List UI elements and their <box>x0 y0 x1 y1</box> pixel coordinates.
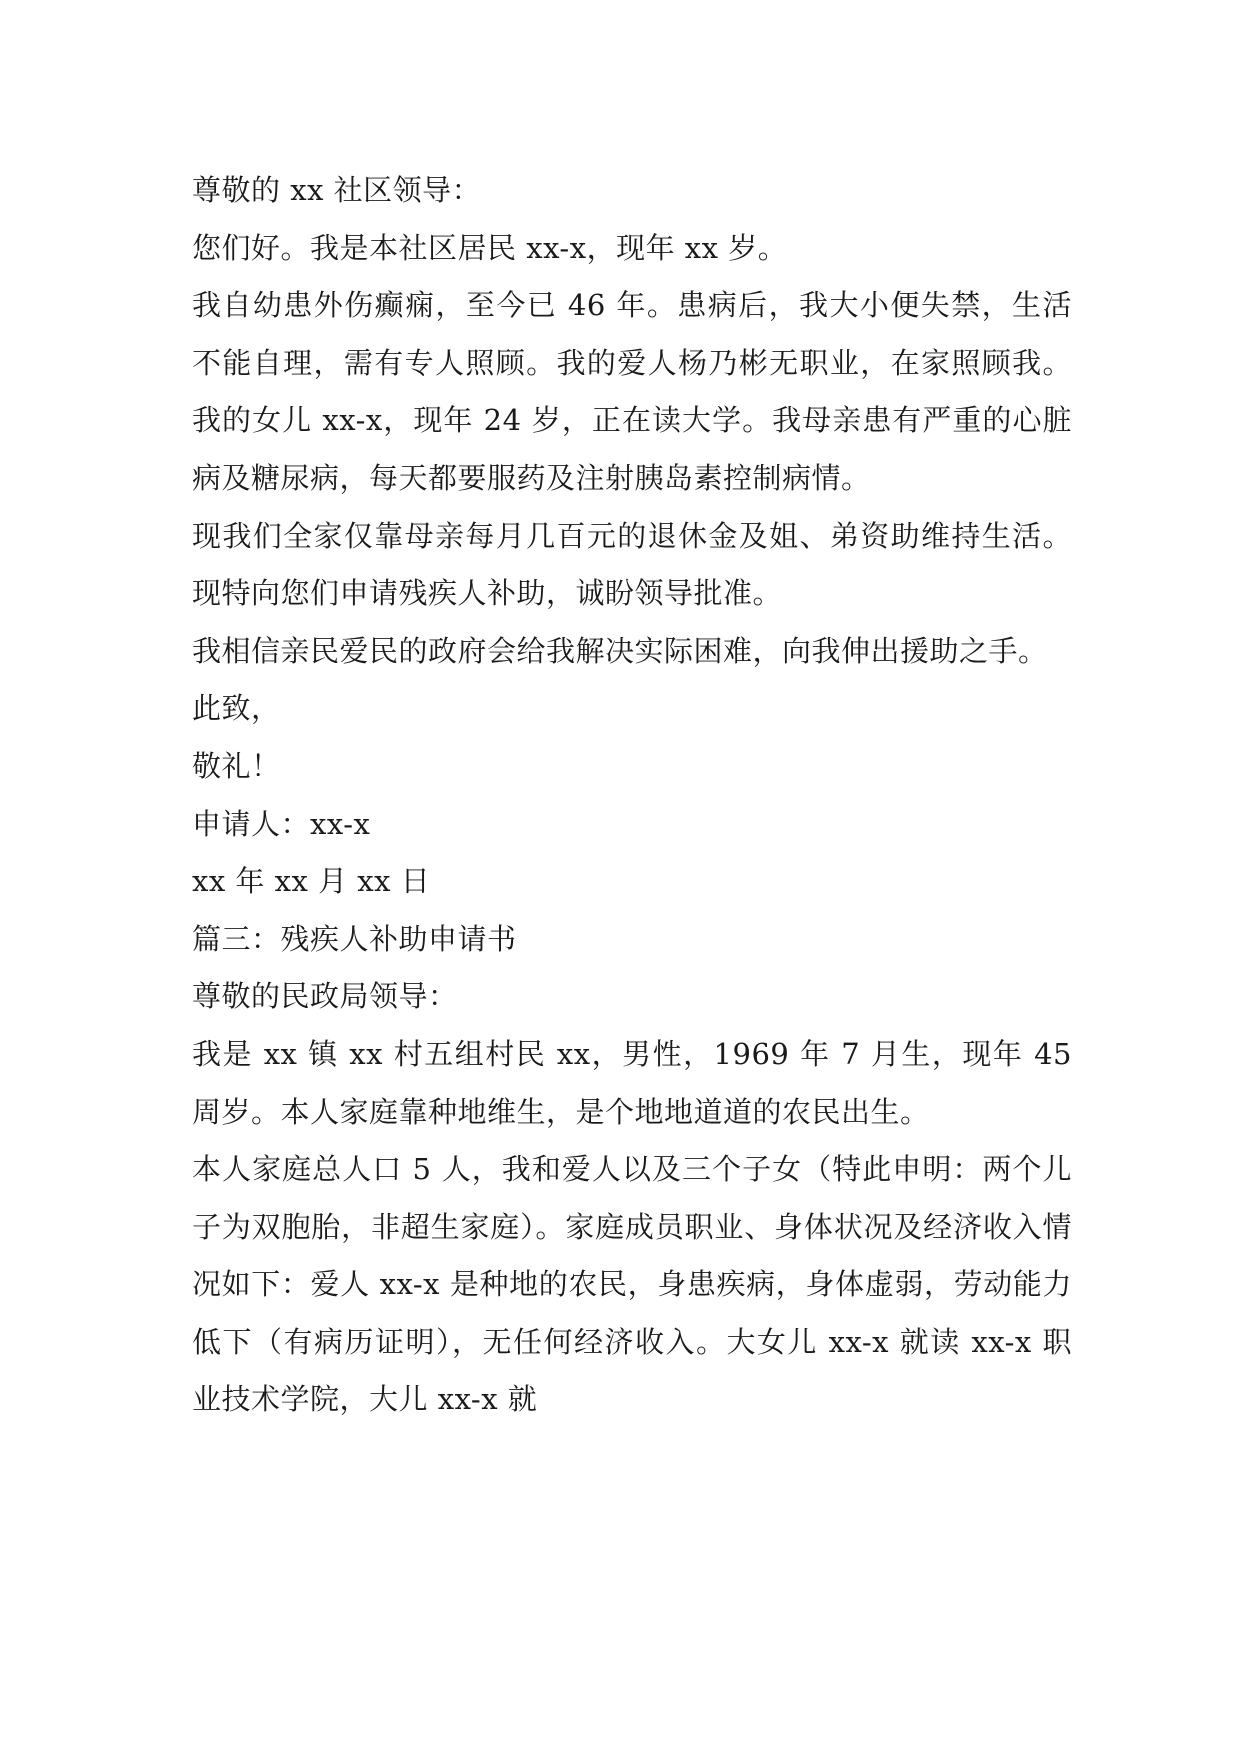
income-paragraph: 现我们全家仅靠母亲每月几百元的退休金及姐、弟资助维持生活。现特向您们申请残疾人补助，诚盼领导批准。 <box>192 518 1072 611</box>
applicant-line: 申请人：xx-x <box>192 806 371 841</box>
date-line: xx 年 xx 月 xx 日 <box>192 864 431 899</box>
family-paragraph: 本人家庭总人口 5 人，我和爱人以及三个子女（特此申明：两个儿子为双胞胎，非超生家庭）。家庭成员职业、身体状况及经济收入情况如下：爱人 xx-x 是种地的农民，身患疾病，身体虚弱，劳动能力低下（有病历证明），无任何经济收入。大女儿 xx-x 就读 xx-x 职业技术学院，大儿 xx-x 就 <box>192 1152 1072 1417</box>
salutation-bureau: 尊敬的民政局领导： <box>192 979 458 1014</box>
section-heading: 篇三：残疾人补助申请书 <box>192 921 517 956</box>
illness-paragraph: 我自幼患外伤癫痫，至今已 46 年。患病后，我大小便失禁，生活不能自理，需有专人照顾。我的爱人杨乃彬无职业，在家照顾我。我的女儿 xx-x，现年 24 岁，正在读大学。我母亲患有严重的心脏病及糖尿病，每天都要服药及注射胰岛素控制病情。 <box>192 288 1072 495</box>
self-intro-paragraph: 我是 xx 镇 xx 村五组村民 xx，男性，1969 年 7 月生，现年 45 周岁。本人家庭靠种地维生，是个地地道道的农民出生。 <box>192 1036 1072 1129</box>
closing-jingli: 敬礼！ <box>192 748 281 783</box>
closing-cizhi: 此致， <box>192 691 281 726</box>
greeting-paragraph: 您们好。我是本社区居民 xx-x，现年 xx 岁。 <box>192 230 788 265</box>
salutation-community: 尊敬的 xx 社区领导： <box>192 173 482 207</box>
document-body <box>192 162 1072 1429</box>
trust-paragraph: 我相信亲民爱民的政府会给我解决实际困难，向我伸出援助之手。 <box>192 633 1048 668</box>
